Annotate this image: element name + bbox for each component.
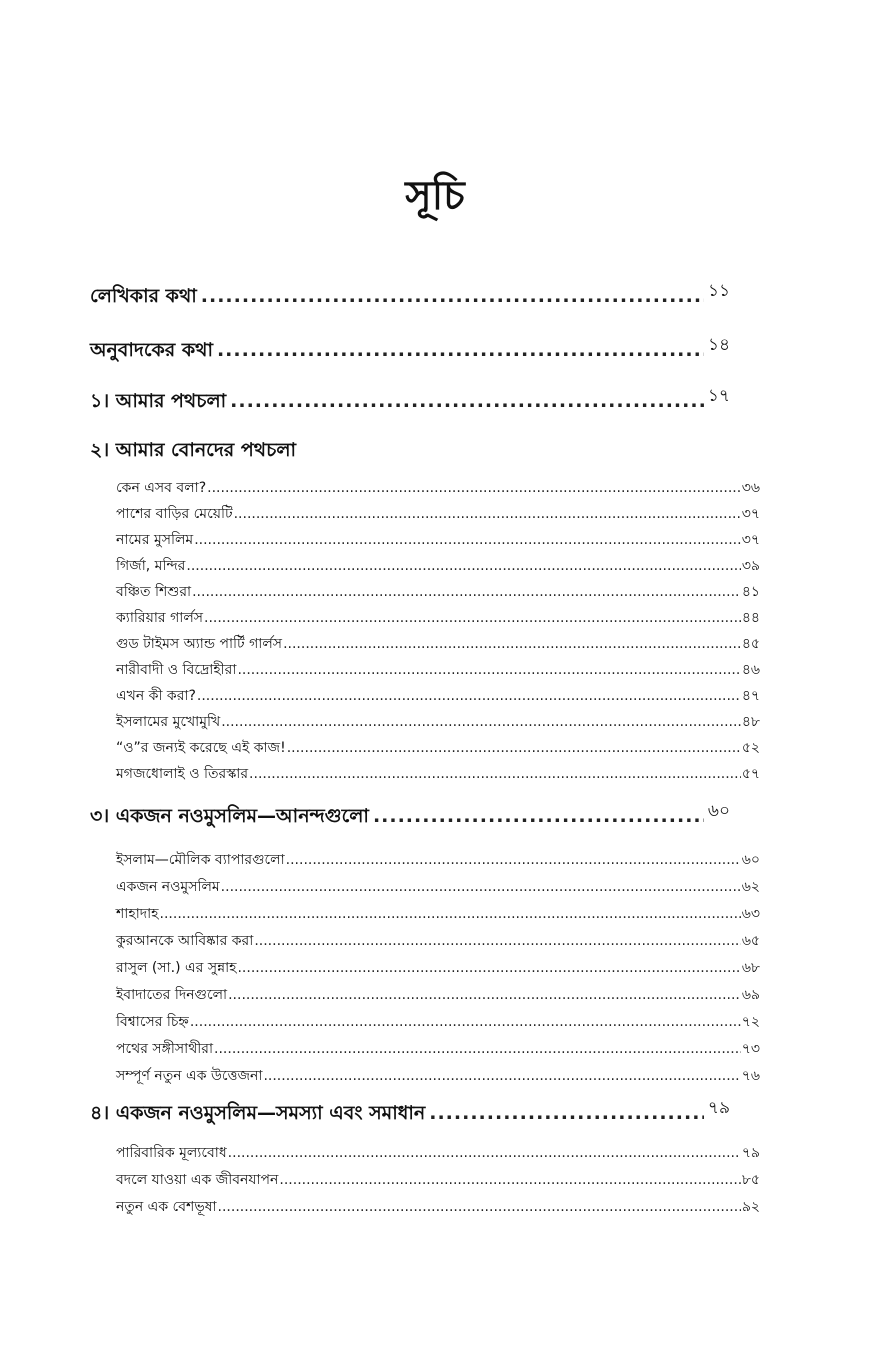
dot-leader [218, 1197, 741, 1217]
dot-leader [429, 1100, 704, 1126]
toc-sub-entry[interactable] [116, 556, 760, 576]
entry-page: ৬৫ [741, 933, 760, 949]
dot-leader [237, 660, 740, 680]
toc-sub-entry[interactable] [116, 850, 760, 870]
entry-page: ১৪ [707, 335, 730, 355]
page-title: সূচি [405, 173, 465, 219]
toc-sub-entry[interactable] [116, 1170, 760, 1190]
entry-page: ৫২ [741, 740, 760, 756]
entry-label: শাহাদাহ [116, 906, 159, 922]
entry-label: গুড টাইমস অ্যান্ড পার্টি গার্লস [116, 636, 283, 652]
toc-sub-entry[interactable] [116, 634, 760, 654]
dot-leader [221, 712, 741, 732]
entry-page: ৭২ [741, 1014, 760, 1030]
toc-entry-chapter-1[interactable] [90, 388, 730, 415]
entry-page: ৩৭ [741, 506, 760, 522]
entry-label: কেন এসব বলা? [116, 480, 207, 496]
entry-page: ৯২ [741, 1199, 760, 1215]
toc-sub-entry[interactable] [116, 582, 760, 602]
dot-leader [230, 388, 704, 414]
toc-sub-entry[interactable] [116, 530, 760, 550]
entry-label: নামের মুসলিম [116, 532, 194, 548]
toc-sub-entry[interactable] [116, 660, 760, 680]
dot-leader [160, 904, 741, 924]
dot-leader [279, 1170, 740, 1190]
entry-label: বঞ্চিত শিশুরা [116, 584, 192, 600]
entry-page: ৬৮ [741, 960, 760, 976]
entry-label: নতুন এক বেশভূষা [116, 1199, 217, 1215]
toc-sub-entry[interactable] [116, 1039, 760, 1059]
toc-sub-entry[interactable] [116, 1066, 760, 1086]
toc-sub-entry[interactable] [116, 686, 760, 706]
chapter-heading: ৪। একজন নওমুসলিম—সমস্যা এবং সমাধান [90, 1102, 426, 1124]
entry-label: ইসলাম—মৌলিক ব্যাপারগুলো [116, 852, 285, 868]
chapter-heading: ৩। একজন নওমুসলিম—আনন্দগুলো [90, 805, 369, 827]
toc-sub-entry[interactable] [116, 712, 760, 732]
toc-sub-entry[interactable] [116, 764, 760, 784]
entry-page: ৪৫ [741, 636, 760, 652]
entry-page: ১৭ [707, 386, 730, 406]
dot-leader [221, 877, 741, 897]
entry-page: ৬৩ [741, 906, 760, 922]
toc-sub-entry[interactable] [116, 608, 760, 628]
entry-page: ৮৫ [741, 1172, 760, 1188]
entry-label: রাসুল (সা.) এর সুন্নাহ [116, 960, 237, 976]
toc-sub-entry[interactable] [116, 985, 760, 1005]
dot-leader [186, 556, 740, 576]
entry-label: পাশের বাড়ির মেয়েটি [116, 506, 233, 522]
entry-label: ইসলামের মুখোমুখি [116, 714, 221, 730]
dot-leader [373, 803, 704, 829]
entry-page: ৭৬ [741, 1068, 760, 1084]
entry-page: ৪৪ [741, 610, 760, 626]
entry-label: পারিবারিক মূল্যবোধ [116, 1145, 227, 1161]
entry-page: ৭৩ [741, 1041, 760, 1057]
dot-leader [237, 958, 740, 978]
dot-leader [217, 337, 704, 363]
entry-label: কুরআনকে আবিষ্কার করা [116, 933, 254, 949]
toc-entry-authors-note[interactable] [90, 283, 730, 310]
dot-leader [249, 764, 741, 784]
dot-leader [254, 931, 741, 951]
entry-label: বিশ্বাসের চিহ্ন [116, 1014, 189, 1030]
entry-label: সম্পূর্ণ নতুন এক উত্তেজনা [116, 1068, 263, 1084]
entry-label: বদলে যাওয়া এক জীবনযাপন [116, 1172, 279, 1188]
toc-sub-entry[interactable] [116, 877, 760, 897]
dot-leader [234, 504, 741, 524]
entry-page: ১১ [707, 281, 730, 301]
entry-page: ৪৭ [741, 688, 760, 704]
entry-page: ৭৯ [741, 1145, 760, 1161]
entry-label: ইবাদাতের দিনগুলো [116, 987, 228, 1003]
entry-page: ৬২ [741, 879, 760, 895]
dot-leader [283, 634, 741, 654]
dot-leader [194, 530, 741, 550]
dot-leader [197, 686, 741, 706]
entry-page: ৪৬ [741, 662, 760, 678]
toc-sub-entry[interactable] [116, 958, 760, 978]
toc-entry-chapter-4[interactable] [90, 1100, 730, 1127]
dot-leader [263, 1066, 740, 1086]
entry-page: ৪১ [741, 584, 760, 600]
entry-label: মগজধোলাই ও তিরস্কার [116, 766, 249, 782]
dot-leader [228, 1143, 741, 1163]
dot-leader [214, 1039, 741, 1059]
entry-page: ৭৯ [707, 1098, 730, 1118]
toc-sub-entry[interactable] [116, 1012, 760, 1032]
dot-leader [287, 738, 741, 758]
entry-label: “ও”র জন্যই করেছে এই কাজ! [116, 740, 286, 756]
entry-label: পথের সঙ্গীসাথীরা [116, 1041, 214, 1057]
entry-label: একজন নওমুসলিম [116, 879, 220, 895]
entry-label: অনুবাদকের কথা [90, 339, 213, 361]
entry-page: ৬০ [707, 801, 730, 821]
dot-leader [201, 283, 704, 309]
entry-page: ৬০ [741, 852, 760, 868]
entry-page: ৪৮ [741, 714, 760, 730]
entry-page: ৩৬ [741, 480, 760, 496]
entry-label: নারীবাদী ও বিদ্রোহীরা [116, 662, 237, 678]
entry-label: ১। আমার পথচলা [90, 390, 227, 412]
dot-leader [207, 478, 741, 498]
toc-sub-entry[interactable] [116, 738, 760, 758]
dot-leader [190, 1012, 741, 1032]
dot-leader [286, 850, 741, 870]
entry-page: ৩৯ [741, 558, 760, 574]
dot-leader [204, 608, 741, 628]
dot-leader [192, 582, 741, 602]
toc-entry-chapter-3[interactable] [90, 803, 730, 830]
entry-label: লেখিকার কথা [90, 285, 197, 307]
toc-sub-entry[interactable] [116, 931, 760, 951]
chapter-heading[interactable]: ২। আমার বোনদের পথচলা [90, 439, 296, 461]
toc-sub-entry[interactable] [116, 478, 760, 498]
toc-sub-entry[interactable] [116, 904, 760, 924]
toc-entry-translators-note[interactable] [90, 337, 730, 364]
entry-label: ক্যারিয়ার গার্লস [116, 610, 203, 626]
entry-page: ৬৯ [741, 987, 760, 1003]
entry-page: ৫৭ [741, 766, 760, 782]
toc-sub-entry[interactable] [116, 1197, 760, 1217]
entry-page: ৩৭ [741, 532, 760, 548]
entry-label: এখন কী করা? [116, 688, 196, 704]
toc-sub-entry[interactable] [116, 1143, 760, 1163]
dot-leader [228, 985, 741, 1005]
entry-label: গির্জা, মন্দির [116, 558, 186, 574]
toc-sub-entry[interactable] [116, 504, 760, 524]
